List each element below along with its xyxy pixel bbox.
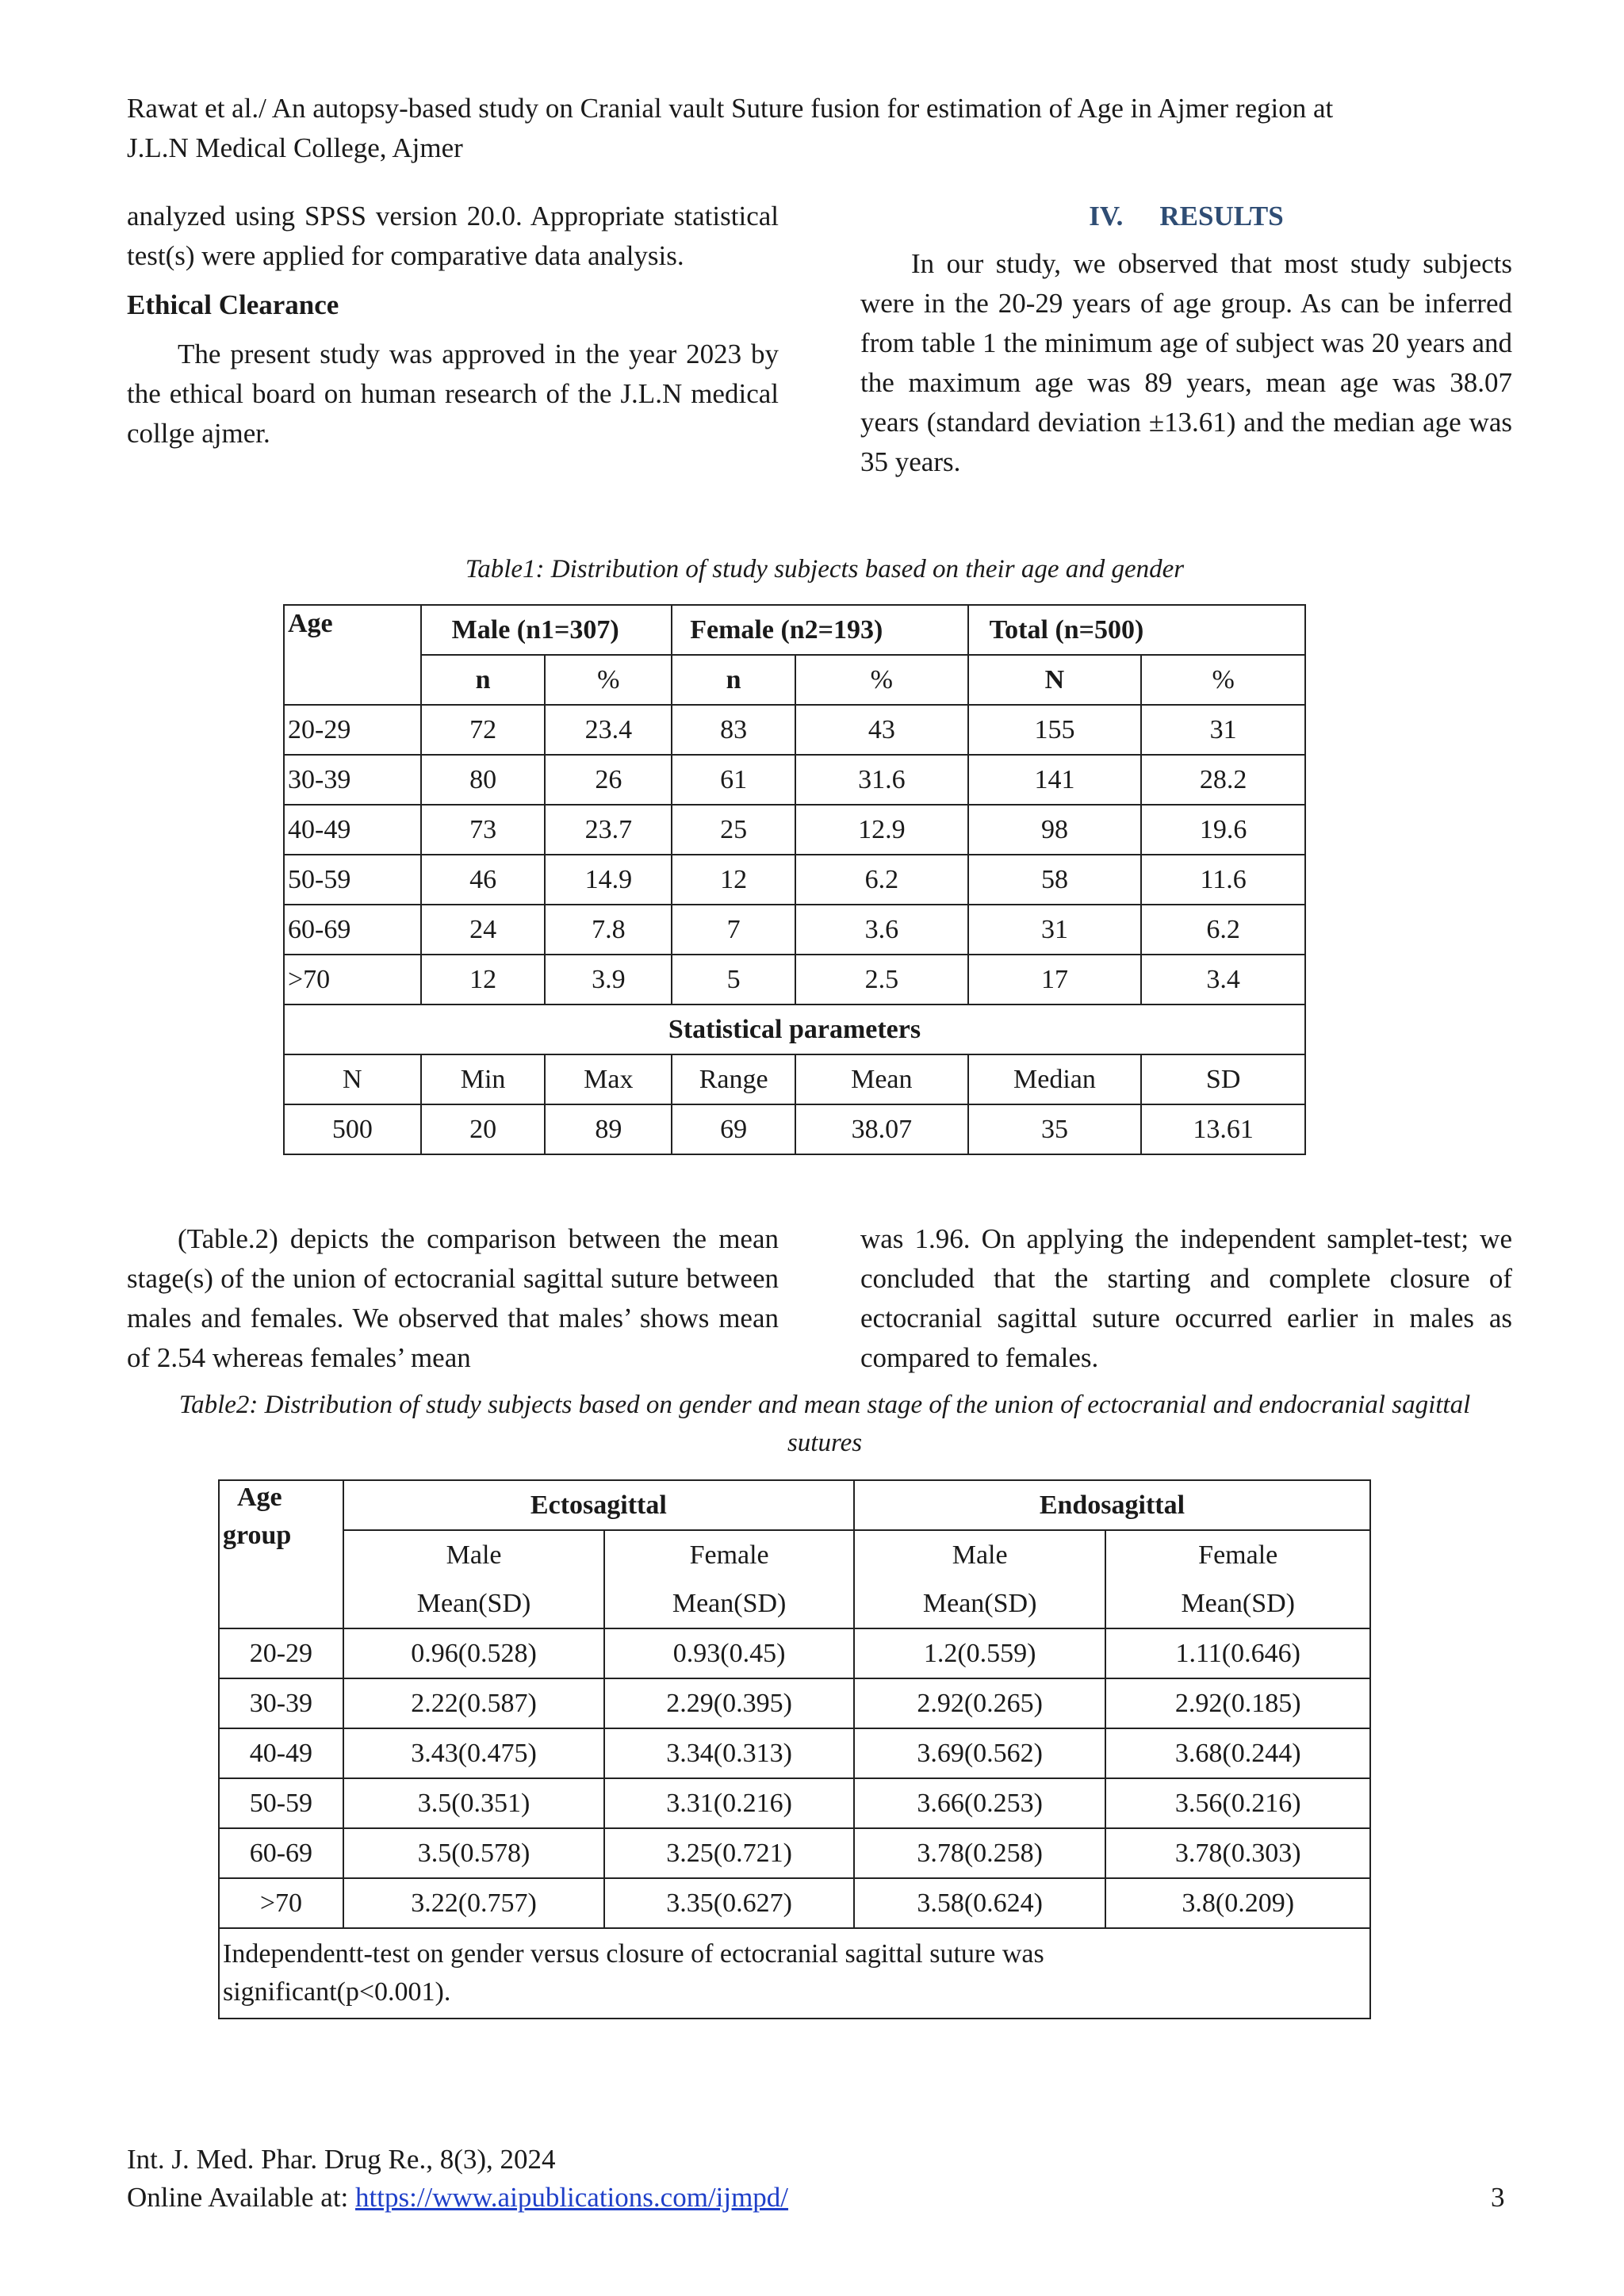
table1-cell: 61 [672, 755, 795, 805]
running-header [127, 89, 1522, 168]
table2-cell: 3.25(0.721) [604, 1828, 854, 1878]
results-section-number: IV. [1089, 201, 1124, 232]
table1-cell: 155 [968, 705, 1142, 755]
page-footer [127, 2141, 788, 2217]
table1-cell: 14.9 [545, 855, 672, 905]
table1-cell: 28.2 [1141, 755, 1305, 805]
table1-cell: 3.9 [545, 955, 672, 1004]
table2-header-ecto: Ectosagittal [343, 1480, 854, 1530]
table1-caption: Table1: Distribution of study subjects based on their age and gender [465, 555, 1185, 584]
table1-cell: 23.7 [545, 805, 672, 855]
table2-header-age-group [219, 1480, 343, 1628]
table2-cell: 3.31(0.216) [604, 1778, 854, 1828]
table2-sub-stat: Mean(SD) [604, 1579, 854, 1628]
footer-online [127, 2179, 788, 2217]
table1-cell: 3.4 [1141, 955, 1305, 1004]
table2-cell: 0.93(0.45) [604, 1628, 854, 1678]
table2-cell: 2.92(0.185) [1105, 1678, 1370, 1728]
table-row [284, 805, 1305, 855]
table1-header-age: Age [284, 605, 421, 705]
table2-cell: 2.22(0.587) [343, 1678, 605, 1728]
table2-cell: 3.22(0.757) [343, 1878, 605, 1928]
table1-subheader: % [795, 655, 968, 705]
header-line-2: J.L.N Medical College, Ajmer [127, 132, 463, 163]
table2-caption-line-2: sutures [787, 1429, 863, 1457]
table1-stats-value: 35 [968, 1104, 1142, 1154]
table-row [219, 1778, 1370, 1828]
table2-header-endo: Endosagittal [854, 1480, 1370, 1530]
table1-cell: >70 [284, 955, 421, 1004]
table2-footnote [219, 1928, 1370, 2019]
table1-cell: 72 [421, 705, 546, 755]
table1-cell: 7.8 [545, 905, 672, 955]
table1-cell: 12 [421, 955, 546, 1004]
table2-caption-line-1: Table2: Distribution of study subjects based on gender and mean stage of the union of ectocranial and endocranial sagittal [178, 1391, 1471, 1419]
table-row [284, 755, 1305, 805]
table2-cell: 2.92(0.265) [854, 1678, 1106, 1728]
table2-sub-gender: Male [343, 1530, 605, 1579]
table1-stats-value: 89 [545, 1104, 672, 1154]
table1-subheader: % [1141, 655, 1305, 705]
table2-cell: 3.35(0.627) [604, 1878, 854, 1928]
footer-online-label: Online Available at: [127, 2182, 356, 2213]
table2-sub-gender: Female [604, 1530, 854, 1579]
table1-header-female: Female (n2=193) [672, 605, 967, 655]
table-row [284, 705, 1305, 755]
table2-cell: 20-29 [219, 1628, 343, 1678]
table2-cell: 30-39 [219, 1678, 343, 1728]
table-row [219, 1728, 1370, 1778]
table1-cell: 98 [968, 805, 1142, 855]
journal-link[interactable]: https://www.aipublications.com/ijmpd/ [355, 2182, 789, 2213]
table1-stats-header: Median [968, 1054, 1142, 1104]
table1-cell: 83 [672, 705, 795, 755]
results-section-title: RESULTS [1159, 201, 1284, 232]
table2-cell: 3.43(0.475) [343, 1728, 605, 1778]
table1-stats-header: SD [1141, 1054, 1305, 1104]
table1-cell: 7 [672, 905, 795, 955]
table2 [218, 1479, 1371, 2019]
ethical-clearance-text: The present study was approved in the year 2023 by the ethical board on human research of the J.L.N medical collge ajmer. [127, 339, 779, 449]
table1-stats-header: Max [545, 1054, 672, 1104]
table-row [219, 1628, 1370, 1678]
table1-cell: 31 [1141, 705, 1305, 755]
table1-stats-header: Range [672, 1054, 795, 1104]
table2-cell: 3.5(0.351) [343, 1778, 605, 1828]
table2-cell: 0.96(0.528) [343, 1628, 605, 1678]
table2-cell: 3.56(0.216) [1105, 1778, 1370, 1828]
table1 [283, 604, 1306, 1155]
table2-cell: 3.58(0.624) [854, 1878, 1106, 1928]
table1-stats-value: 13.61 [1141, 1104, 1305, 1154]
table1-stats-value: 500 [284, 1104, 421, 1154]
table2-cell: 3.78(0.258) [854, 1828, 1106, 1878]
table-row [284, 905, 1305, 955]
table2-cell: 3.5(0.578) [343, 1828, 605, 1878]
table1-cell: 58 [968, 855, 1142, 905]
table2-cell: 50-59 [219, 1778, 343, 1828]
table-row [284, 1104, 1305, 1154]
table1-subheader: N [968, 655, 1142, 705]
left-column [127, 197, 779, 453]
table1-cell: 31.6 [795, 755, 968, 805]
table2-caption [127, 1386, 1522, 1462]
table2-cell: 3.68(0.244) [1105, 1728, 1370, 1778]
table1-cell: 3.6 [795, 905, 968, 955]
table2-cell: 2.29(0.395) [604, 1678, 854, 1728]
table1-cell: 5 [672, 955, 795, 1004]
table1-cell: 46 [421, 855, 546, 905]
results-paragraph: In our study, we observed that most study subjects were in the 20-29 years of age group. As can be inferred from table 1 the minimum age of subject was 20 years and the maximum age was 89 years, mean age was 38.07 years (standard deviation ±13.61) and the median age was 35 years. [860, 248, 1512, 477]
table2-cell: 3.66(0.253) [854, 1778, 1106, 1828]
table1-header-male: Male (n1=307) [421, 605, 672, 655]
table2-intro-right [860, 1219, 1512, 1378]
table2-cell: 3.78(0.303) [1105, 1828, 1370, 1878]
results-text-column [860, 244, 1512, 482]
table2-intro-text-left: (Table.2) depicts the comparison between the mean stage(s) of the union of ectocranial sagittal suture between males and females. We observed that males’ shows mean of 2.54 whereas females’ mean [127, 1223, 779, 1373]
table1-subheader: n [672, 655, 795, 705]
table1-cell: 40-49 [284, 805, 421, 855]
table2-footnote-line-1: Independentt-test on gender versus closure of ectocranial sagittal suture was [223, 1939, 1044, 1969]
table1-cell: 6.2 [795, 855, 968, 905]
table1-cell: 12.9 [795, 805, 968, 855]
table1-cell: 141 [968, 755, 1142, 805]
methods-tail-paragraph: analyzed using SPSS version 20.0. Appropriate statistical test(s) were applied for comparative data analysis. [127, 201, 779, 271]
table2-sub-gender: Female [1105, 1530, 1370, 1579]
table1-cell: 2.5 [795, 955, 968, 1004]
table-row [219, 1678, 1370, 1728]
table1-stats-value: 38.07 [795, 1104, 968, 1154]
page-number: 3 [1491, 2182, 1505, 2213]
table1-header-total: Total (n=500) [968, 605, 1305, 655]
table1-cell: 20-29 [284, 705, 421, 755]
table2-header-age: Age [237, 1483, 282, 1512]
table2-cell: 60-69 [219, 1828, 343, 1878]
table1-stats-header: Min [421, 1054, 546, 1104]
table1-subheader: % [545, 655, 672, 705]
table2-sub-stat: Mean(SD) [343, 1579, 605, 1628]
table1-stats-header: Mean [795, 1054, 968, 1104]
table2-cell: 3.69(0.562) [854, 1728, 1106, 1778]
table2-cell: 3.8(0.209) [1105, 1878, 1370, 1928]
table-row [284, 855, 1305, 905]
table1-stats-header: N [284, 1054, 421, 1104]
table1-cell: 30-39 [284, 755, 421, 805]
results-heading [860, 197, 1512, 236]
table1-cell: 80 [421, 755, 546, 805]
footer-journal: Int. J. Med. Phar. Drug Re., 8(3), 2024 [127, 2144, 556, 2175]
table1-cell: 60-69 [284, 905, 421, 955]
table1-stats-title: Statistical parameters [284, 1004, 1305, 1054]
table1-cell: 17 [968, 955, 1142, 1004]
table2-sub-gender: Male [854, 1530, 1106, 1579]
table1-cell: 43 [795, 705, 968, 755]
table1-cell: 19.6 [1141, 805, 1305, 855]
table-row [219, 1828, 1370, 1878]
table1-cell: 12 [672, 855, 795, 905]
table2-sub-stat: Mean(SD) [854, 1579, 1106, 1628]
table1-cell: 25 [672, 805, 795, 855]
table1-cell: 50-59 [284, 855, 421, 905]
table2-footnote-line-2: significant(p<0.001). [223, 1977, 451, 2007]
table2-header-group: group [223, 1521, 292, 1550]
table1-cell: 24 [421, 905, 546, 955]
header-line-1: Rawat et al./ An autopsy-based study on Cranial vault Suture fusion for estimation of Age in Ajmer region at [127, 93, 1334, 124]
ethical-clearance-heading: Ethical Clearance [127, 289, 339, 320]
table2-cell: 1.11(0.646) [1105, 1628, 1370, 1678]
table2-cell: 40-49 [219, 1728, 343, 1778]
table1-subheader: n [421, 655, 546, 705]
table1-cell: 26 [545, 755, 672, 805]
table1-stats-value: 69 [672, 1104, 795, 1154]
table1-cell: 11.6 [1141, 855, 1305, 905]
table2-sub-stat: Mean(SD) [1105, 1579, 1370, 1628]
table2-cell: >70 [219, 1878, 343, 1928]
table1-cell: 6.2 [1141, 905, 1305, 955]
table-row [284, 1054, 1305, 1104]
table2-intro-left [127, 1219, 779, 1378]
table1-cell: 23.4 [545, 705, 672, 755]
table2-intro-text-right: was 1.96. On applying the independent samplet-test; we concluded that the starting and complete closure of ectocranial sagittal suture occurred earlier in males as compared to females. [860, 1223, 1512, 1373]
table2-cell: 3.34(0.313) [604, 1728, 854, 1778]
table-row [219, 1878, 1370, 1928]
table2-cell: 1.2(0.559) [854, 1628, 1106, 1678]
table1-cell: 31 [968, 905, 1142, 955]
table1-stats-value: 20 [421, 1104, 546, 1154]
table1-cell: 73 [421, 805, 546, 855]
table-row [284, 955, 1305, 1004]
